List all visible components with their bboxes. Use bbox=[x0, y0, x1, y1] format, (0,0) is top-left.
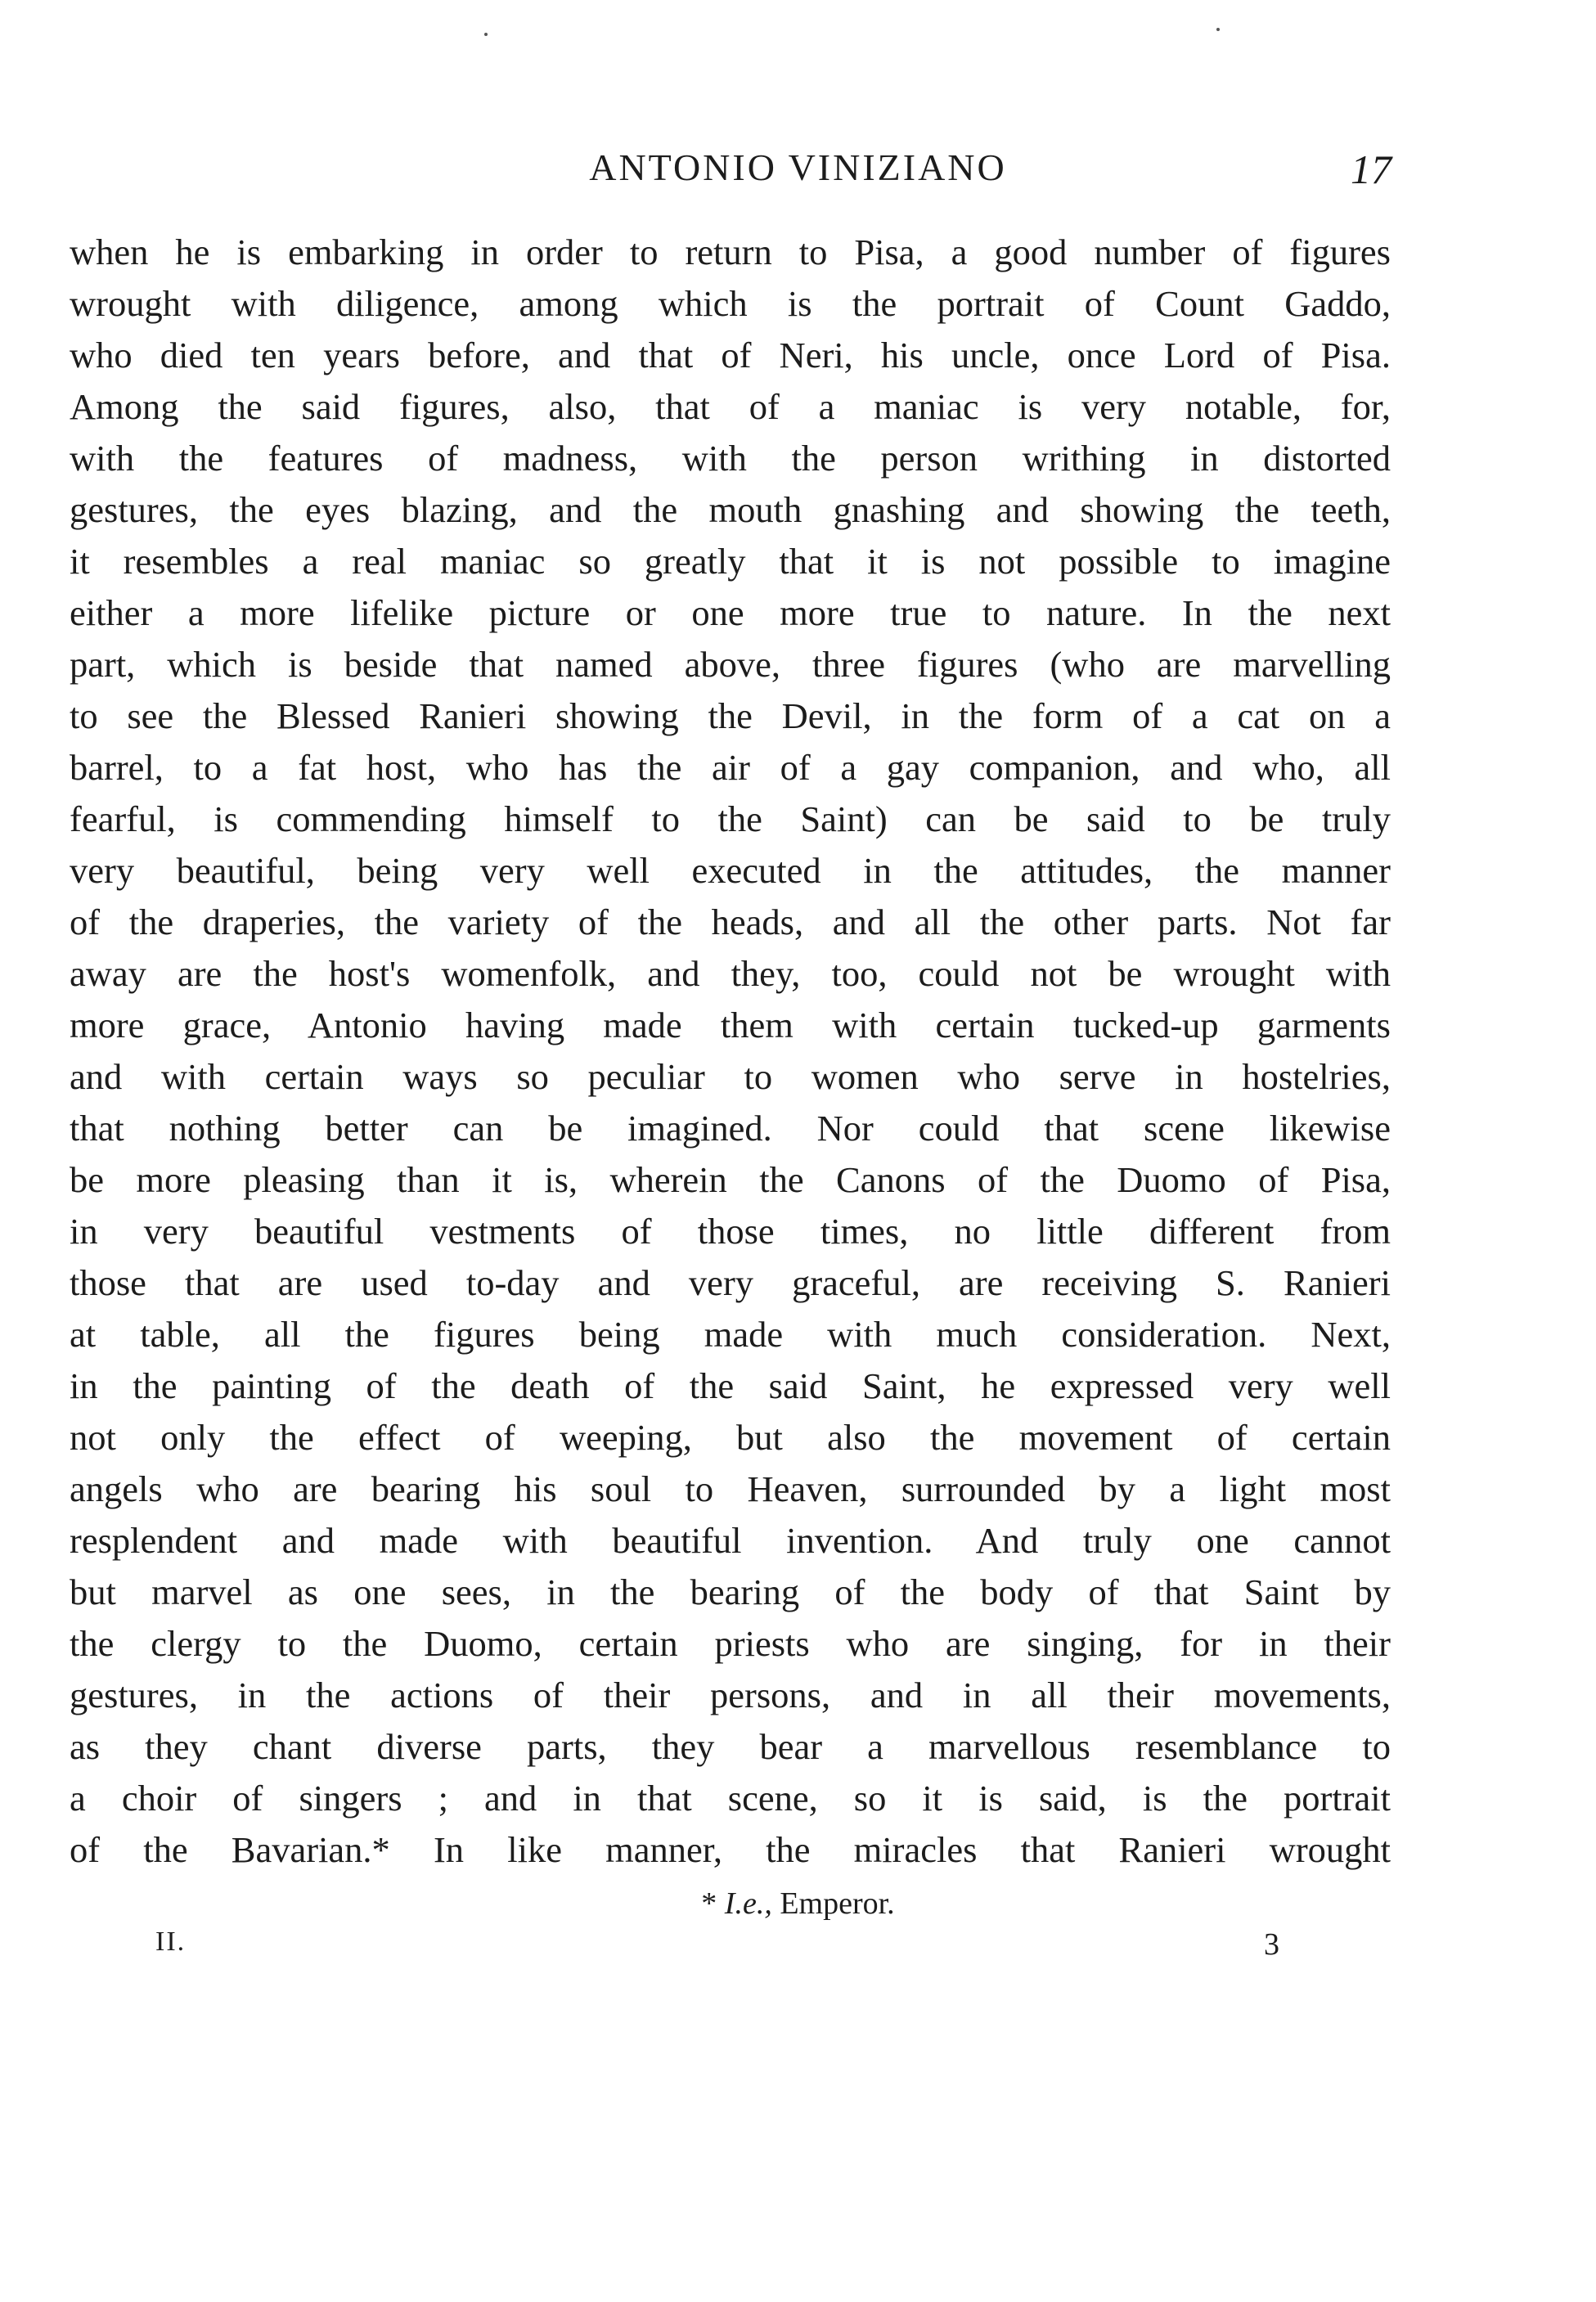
text-line: with the features of madness, with the person writhing in distorted bbox=[70, 438, 1391, 479]
text-line: at table, all the figures being made with much consideration. Next, bbox=[70, 1314, 1391, 1355]
page-number: 17 bbox=[1351, 146, 1391, 192]
footnote-abbreviation: I.e., bbox=[724, 1886, 772, 1921]
text-line: and with certain ways so peculiar to women who serve in hostelries, bbox=[70, 1056, 1391, 1097]
text-line: angels who are bearing his soul to Heaven, surrounded by a light most bbox=[70, 1468, 1391, 1509]
running-title: ANTONIO VINIZIANO bbox=[589, 146, 1007, 188]
signature-mark: II. bbox=[155, 1927, 187, 1957]
footnote-text: Emperor. bbox=[780, 1886, 895, 1921]
text-line: gestures, the eyes blazing, and the mouth gnashing and showing the teeth, bbox=[70, 489, 1391, 530]
text-line: in very beautiful vestments of those times, no little different from bbox=[70, 1211, 1391, 1252]
footnote bbox=[0, 1886, 1596, 1922]
text-line: of the Bavarian.* In like manner, the miracles that Ranieri wrought bbox=[70, 1829, 1391, 1870]
text-line: barrel, to a fat host, who has the air of a gay companion, and who, all bbox=[70, 747, 1391, 788]
text-line: fearful, is commending himself to the Saint) can be said to be truly bbox=[70, 798, 1391, 839]
text-line: who died ten years before, and that of Neri, his uncle, once Lord of Pisa. bbox=[70, 335, 1391, 375]
text-line: those that are used to-day and very graceful, are receiving S. Ranieri bbox=[70, 1262, 1391, 1303]
body-text bbox=[70, 227, 1391, 1876]
text-line: as they chant diverse parts, they bear a marvellous resemblance to bbox=[70, 1726, 1391, 1767]
footnote-marker: * bbox=[701, 1886, 717, 1921]
text-line: be more pleasing than it is, wherein the Canons of the Duomo of Pisa, bbox=[70, 1159, 1391, 1200]
text-line: Among the said figures, also, that of a maniac is very notable, for, bbox=[70, 386, 1391, 427]
text-line: away are the host's womenfolk, and they, too, could not be wrought with bbox=[70, 953, 1391, 994]
text-line: but marvel as one sees, in the bearing of the body of that Saint by bbox=[70, 1571, 1391, 1612]
text-line: gestures, in the actions of their persons, and in all their movements, bbox=[70, 1675, 1391, 1715]
text-line: not only the effect of weeping, but also the movement of certain bbox=[70, 1417, 1391, 1458]
print-speck bbox=[1216, 28, 1220, 31]
running-head bbox=[0, 146, 1596, 195]
text-line: part, which is beside that named above, three figures (who are marvelling bbox=[70, 644, 1391, 685]
text-line: the clergy to the Duomo, certain priests who are singing, for in their bbox=[70, 1623, 1391, 1664]
text-line: resplendent and made with beautiful invention. And truly one cannot bbox=[70, 1520, 1391, 1561]
text-line: it resembles a real maniac so greatly that it is not possible to imagine bbox=[70, 541, 1391, 582]
text-line: in the painting of the death of the said Saint, he expressed very well bbox=[70, 1365, 1391, 1406]
text-line: more grace, Antonio having made them with certain tucked-up garments bbox=[70, 1005, 1391, 1045]
text-line: either a more lifelike picture or one more true to nature. In the next bbox=[70, 592, 1391, 633]
print-speck bbox=[484, 33, 488, 36]
folio-number: 3 bbox=[1264, 1927, 1279, 1962]
text-line: wrought with diligence, among which is the portrait of Count Gaddo, bbox=[70, 283, 1391, 324]
text-line: when he is embarking in order to return to Pisa, a good number of figures bbox=[70, 232, 1391, 272]
text-line: that nothing better can be imagined. Nor could that scene likewise bbox=[70, 1108, 1391, 1149]
text-line: very beautiful, being very well executed in the attitudes, the manner bbox=[70, 850, 1391, 891]
text-line: to see the Blessed Ranieri showing the Devil, in the form of a cat on a bbox=[70, 695, 1391, 736]
text-line: a choir of singers ; and in that scene, so it is said, is the portrait bbox=[70, 1778, 1391, 1819]
text-line: of the draperies, the variety of the heads, and all the other parts. Not far bbox=[70, 901, 1391, 942]
